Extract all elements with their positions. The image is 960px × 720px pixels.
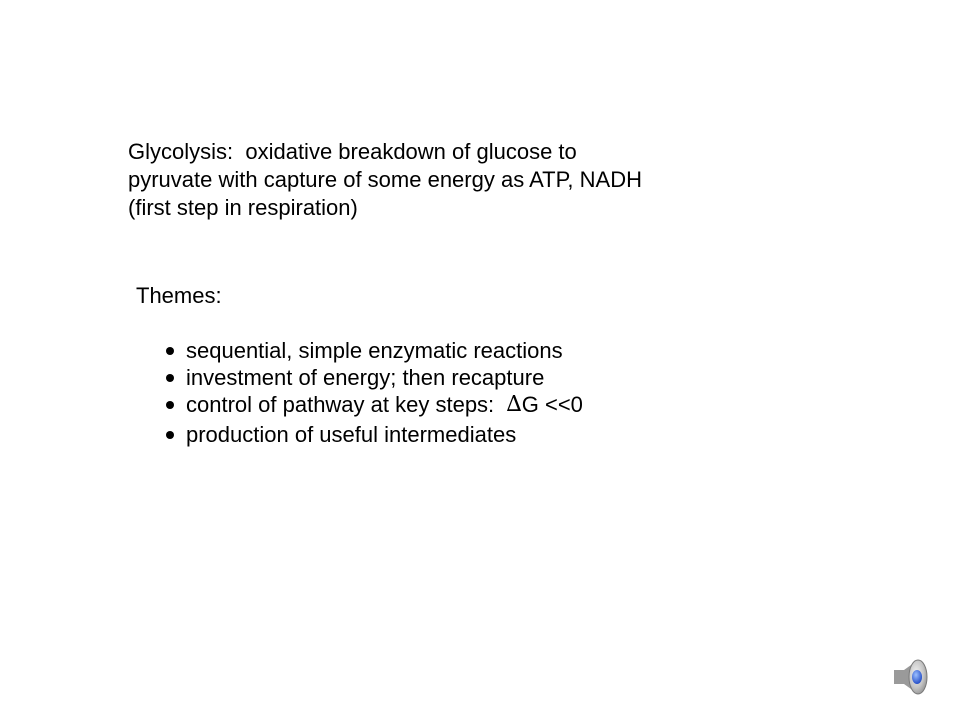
speaker-icon[interactable]	[888, 655, 932, 699]
list-item	[164, 337, 583, 364]
list-item-text: control of pathway at key steps:	[186, 392, 507, 417]
list-item	[164, 421, 583, 448]
intro-line-3: (first step in respiration)	[128, 195, 358, 220]
bullet-icon	[166, 401, 174, 409]
intro-line-1: Glycolysis: oxidative breakdown of glucose to	[128, 139, 577, 164]
list-item	[164, 364, 583, 391]
list-item-text: production of useful intermediates	[186, 422, 517, 447]
list-item-text: sequential, simple enzymatic reactions	[186, 338, 563, 363]
themes-heading: Themes:	[136, 283, 222, 308]
bullet-icon	[166, 347, 174, 355]
intro-paragraph	[128, 138, 828, 222]
bullet-icon	[166, 374, 174, 382]
intro-line-2: pyruvate with capture of some energy as ATP, NADH	[128, 167, 642, 192]
list-item-text: investment of energy; then recapture	[186, 365, 545, 390]
speaker-icon-graphic	[888, 655, 932, 699]
list-item	[164, 391, 583, 418]
themes-list	[164, 337, 583, 448]
list-item-text-after: G <<0	[521, 392, 583, 417]
delta-symbol: ∆	[506, 392, 522, 417]
bullet-icon	[166, 431, 174, 439]
